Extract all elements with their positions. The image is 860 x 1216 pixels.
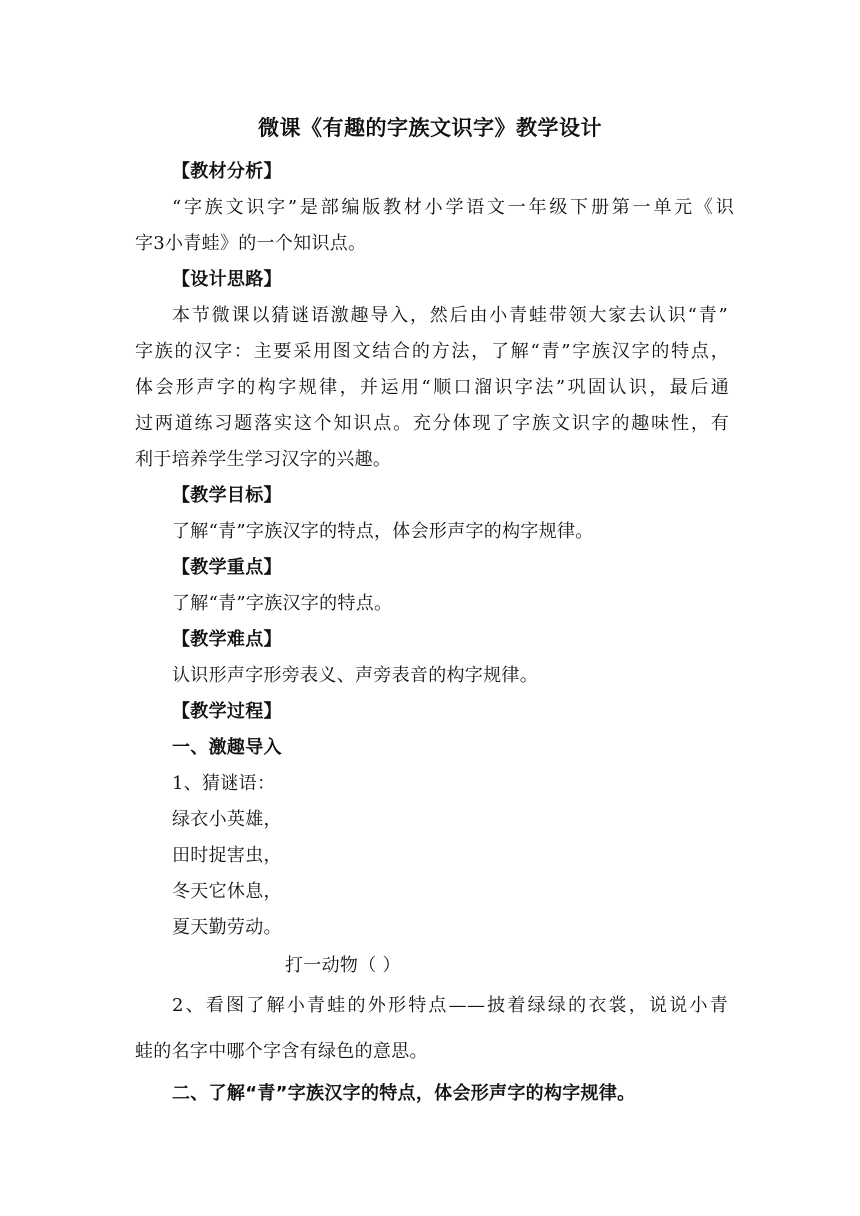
- riddle-intro: 1、猜谜语：: [172, 773, 276, 794]
- riddle-line-3: 冬天它休息，: [172, 881, 282, 902]
- riddle-line-1: 绿衣小英雄，: [172, 809, 282, 830]
- riddle-line-4: 夏天勤劳动。: [172, 917, 282, 938]
- heading-analysis: 【教材分析】: [172, 161, 282, 182]
- key-text: 了解“青”字族汉字的特点。: [172, 593, 393, 614]
- heading-goal: 【教学目标】: [172, 485, 282, 506]
- heading-process: 【教学过程】: [172, 701, 282, 722]
- item2-line-1: 2、看图了解小青蛙的外形特点——披着绿绿的衣裳，说说小青: [172, 995, 728, 1016]
- idea-line-4: 过两道练习题落实这个知识点。充分体现了字族文识字的趣味性，有: [135, 413, 729, 434]
- difficulty-text: 认识形声字形旁表义、声旁表音的构字规律。: [172, 665, 538, 686]
- riddle-line-2: 田时捉害虫，: [172, 845, 282, 866]
- process-part-2: 二、了解“青”字族汉字的特点，体会形声字的构字规律。: [172, 1083, 636, 1104]
- item2-line-2: 蛙的名字中哪个字含有绿色的意思。: [135, 1041, 428, 1062]
- goal-text: 了解“青”字族汉字的特点，体会形声字的构字规律。: [172, 521, 594, 542]
- riddle-answer: 打一动物（ ）: [285, 955, 401, 976]
- idea-line-3: 体会形声字的构字规律，并运用“顺口溜识字法”巩固认识，最后通: [135, 377, 729, 398]
- idea-line-5: 利于培养学生学习汉字的兴趣。: [135, 449, 392, 470]
- idea-line-2: 字族的汉字：主要采用图文结合的方法，了解“青”字族汉字的特点，: [135, 341, 729, 362]
- idea-line-1: 本节微课以猜谜语激趣导入，然后由小青蛙带领大家去认识“青”: [172, 305, 728, 326]
- heading-difficulty: 【教学难点】: [172, 629, 282, 650]
- heading-key: 【教学重点】: [172, 557, 282, 578]
- heading-idea: 【设计思路】: [172, 269, 282, 290]
- analysis-line-2: 字3小青蛙》的一个知识点。: [135, 233, 367, 254]
- process-part-1: 一、激趣导入: [172, 737, 282, 758]
- analysis-line-1: “字族文识字”是部编版教材小学语文一年级下册第一单元《识: [172, 197, 734, 218]
- document-title: 微课《有趣的字族文识字》教学设计: [258, 116, 602, 140]
